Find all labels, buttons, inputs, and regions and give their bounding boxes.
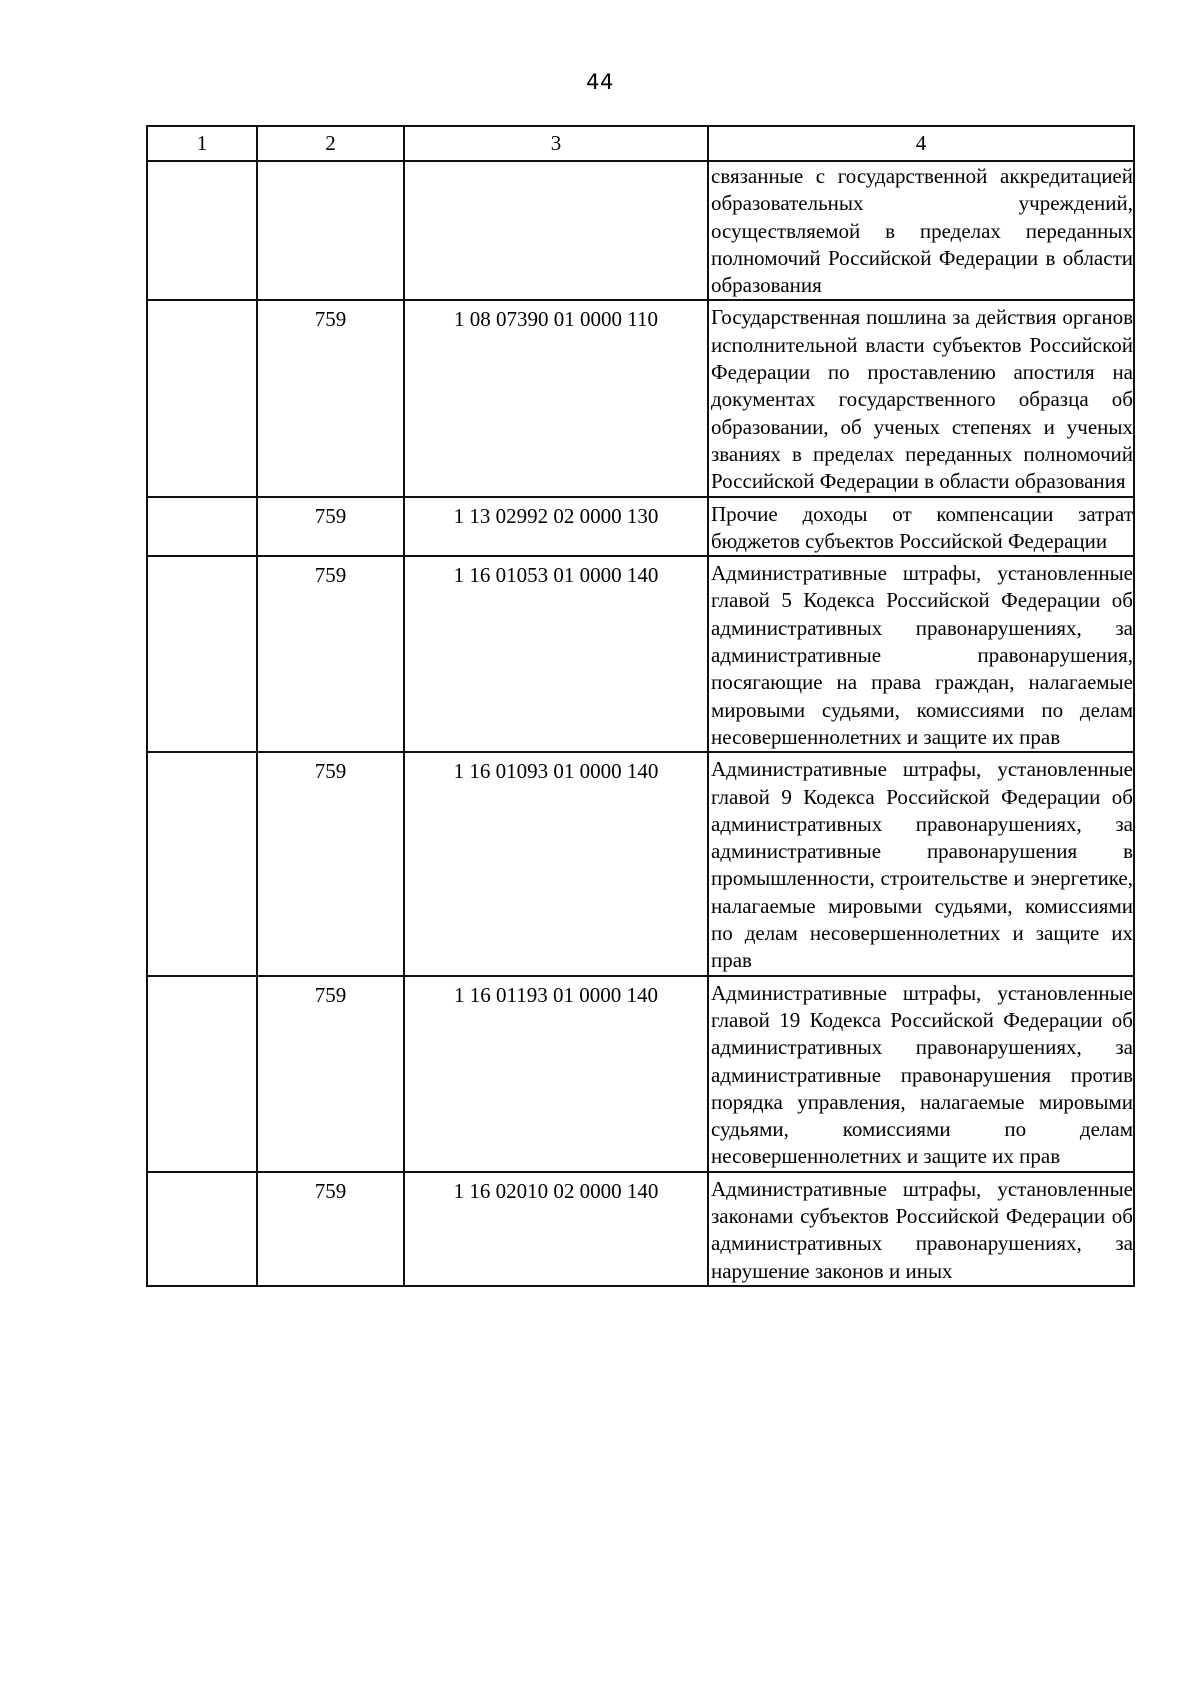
row-description: связанные с государственной аккредитацией образовательных учреждений, осуществляемой в пределах переданных полномочий Российской Федерации в области образования <box>708 161 1134 300</box>
table-row <box>147 556 1134 752</box>
row-col-1 <box>147 300 257 496</box>
table-row <box>147 497 1134 557</box>
header-row <box>147 126 1134 161</box>
table-row <box>147 976 1134 1172</box>
row-col-1 <box>147 1172 257 1286</box>
row-revenue-code: 1 16 01093 01 0000 140 <box>404 752 708 975</box>
table-row <box>147 300 1134 496</box>
row-col-1 <box>147 497 257 557</box>
row-admin-code: 759 <box>257 1172 404 1286</box>
row-description: Административные штрафы, установленные главой 19 Кодекса Российской Федерации об административных правонарушениях, за административные правонарушения против порядка управления, налагаемые мировыми судьями, комиссиями по делам несовершеннолетних и защите их прав <box>708 976 1134 1172</box>
header-col-3: 3 <box>404 126 708 161</box>
row-admin-code: 759 <box>257 976 404 1172</box>
row-admin-code: 759 <box>257 556 404 752</box>
row-description: Прочие доходы от компенсации затрат бюджетов субъектов Российской Федерации <box>708 497 1134 557</box>
row-col-1 <box>147 976 257 1172</box>
row-revenue-code: 1 16 02010 02 0000 140 <box>404 1172 708 1286</box>
table-row <box>147 1172 1134 1286</box>
row-col-1 <box>147 556 257 752</box>
table-row <box>147 752 1134 975</box>
header-col-1: 1 <box>147 126 257 161</box>
row-revenue-code: 1 16 01053 01 0000 140 <box>404 556 708 752</box>
table-header <box>147 126 1134 161</box>
header-col-2: 2 <box>257 126 404 161</box>
page-number: 44 <box>586 70 614 94</box>
revenue-codes-table <box>146 125 1135 1287</box>
table-row <box>147 161 1134 300</box>
table-body <box>147 161 1134 1286</box>
row-revenue-code: 1 13 02992 02 0000 130 <box>404 497 708 557</box>
row-description: Административные штрафы, установленные главой 5 Кодекса Российской Федерации об административных правонарушениях, за административные правонарушения, посягающие на права граждан, налагаемые мировыми судьями, комиссиями по делам несовершеннолетних и защите их прав <box>708 556 1134 752</box>
row-description: Административные штрафы, установленные главой 9 Кодекса Российской Федерации об административных правонарушениях, за административные правонарушения в промышленности, строительстве и энергетике, налагаемые мировыми судьями, комиссиями по делам несовершеннолетних и защите их прав <box>708 752 1134 975</box>
row-admin-code: 759 <box>257 300 404 496</box>
row-revenue-code: 1 16 01193 01 0000 140 <box>404 976 708 1172</box>
row-admin-code: 759 <box>257 497 404 557</box>
row-description: Административные штрафы, установленные законами субъектов Российской Федерации об административных правонарушениях, за нарушение законов и иных <box>708 1172 1134 1286</box>
row-admin-code: 759 <box>257 752 404 975</box>
row-revenue-code <box>404 161 708 300</box>
header-col-4: 4 <box>708 126 1134 161</box>
row-admin-code <box>257 161 404 300</box>
row-description: Государственная пошлина за действия органов исполнительной власти субъектов Российской Федерации по проставлению апостиля на документах государственного образца об образовании, об ученых степенях и ученых званиях в пределах переданных полномочий Российской Федерации в области образования <box>708 300 1134 496</box>
row-col-1 <box>147 161 257 300</box>
row-col-1 <box>147 752 257 975</box>
row-revenue-code: 1 08 07390 01 0000 110 <box>404 300 708 496</box>
